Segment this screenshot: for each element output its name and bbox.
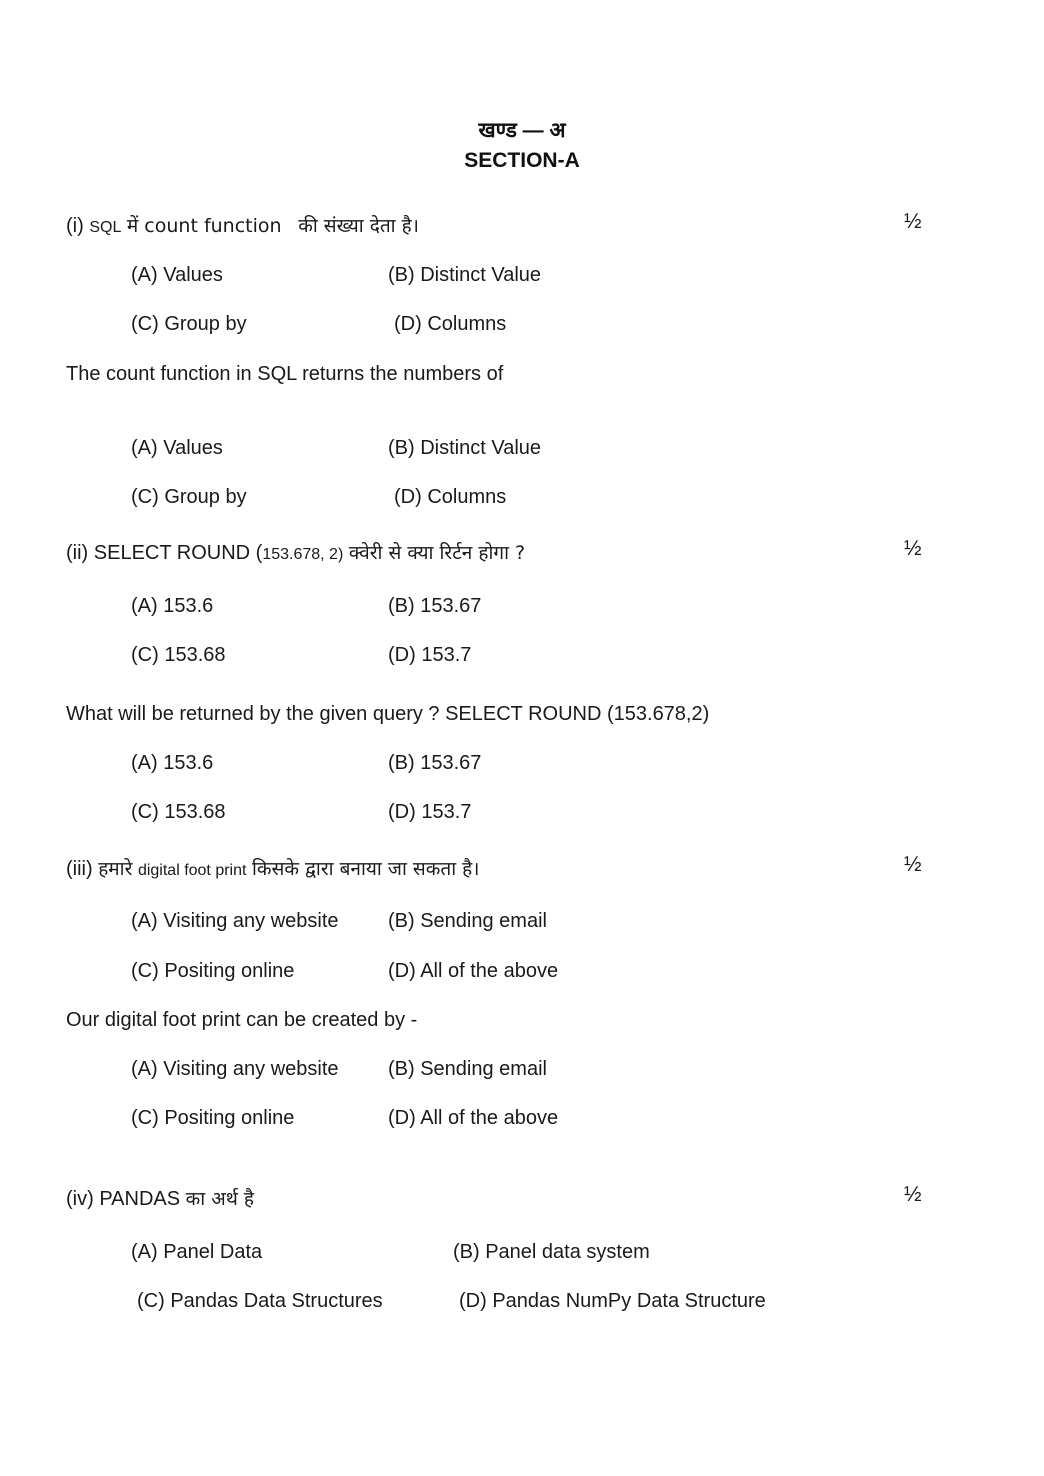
option-a: (A) Visiting any website	[131, 1058, 339, 1080]
option-d: (D) All of the above	[388, 1107, 559, 1129]
question-1-english: The count function in SQL returns the numbers of	[66, 363, 504, 385]
question-4-hindi: (iv) PANDAS का अर्थ है	[66, 1188, 254, 1210]
option-d: (D) Columns	[394, 486, 507, 508]
option-c: (C) Pandas Data Structures	[137, 1290, 383, 1312]
option-a: (A) 153.6	[131, 752, 214, 774]
option-d: (D) Pandas NumPy Data Structure	[459, 1290, 766, 1312]
option-b: (B) Panel data system	[453, 1241, 650, 1263]
option-a: (A) Values	[131, 437, 223, 459]
question-3-mark: ½	[904, 853, 922, 876]
option-c: (C) 153.68	[131, 644, 226, 666]
option-c: (C) Group by	[131, 486, 247, 508]
question-3-hindi: (iii) हमारे digital foot print किसके द्वारा बनाया जा सकता है।	[66, 858, 480, 880]
question-3-english: Our digital foot print can be created by -	[66, 1009, 418, 1031]
option-a: (A) Visiting any website	[131, 910, 339, 932]
option-d: (D) All of the above	[388, 960, 559, 982]
option-d: (D) 153.7	[388, 801, 472, 823]
question-1-hindi: (i) SQL में count function की संख्या देता है।	[66, 215, 419, 237]
question-2-mark: ½	[904, 537, 922, 560]
option-a: (A) Panel Data	[131, 1241, 263, 1263]
option-d: (D) Columns	[394, 313, 507, 335]
question-4-mark: ½	[904, 1183, 922, 1206]
option-c: (C) 153.68	[131, 801, 226, 823]
question-2-english: What will be returned by the given query ? SELECT ROUND (153.678,2)	[66, 703, 710, 725]
option-a: (A) Values	[131, 264, 223, 286]
option-c: (C) Positing online	[131, 1107, 295, 1129]
option-b: (B) 153.67	[388, 752, 482, 774]
question-number: (i)	[66, 215, 84, 237]
option-b: (B) Distinct Value	[388, 437, 542, 459]
option-a: (A) 153.6	[131, 595, 214, 617]
option-b: (B) Distinct Value	[388, 264, 542, 286]
option-c: (C) Positing online	[131, 960, 295, 982]
option-b: (B) 153.67	[388, 595, 482, 617]
question-1-mark: ½	[904, 210, 922, 233]
option-d: (D) 153.7	[388, 644, 472, 666]
option-b: (B) Sending email	[388, 1058, 547, 1080]
option-b: (B) Sending email	[388, 910, 547, 932]
question-2-hindi: (ii) SELECT ROUND (153.678, 2) क्वेरी से क्या रिर्टन होगा ?	[66, 542, 526, 564]
option-c: (C) Group by	[131, 313, 247, 335]
section-hindi-title: खण्ड — अ	[478, 119, 566, 142]
section-english-title: SECTION-A	[464, 149, 580, 172]
